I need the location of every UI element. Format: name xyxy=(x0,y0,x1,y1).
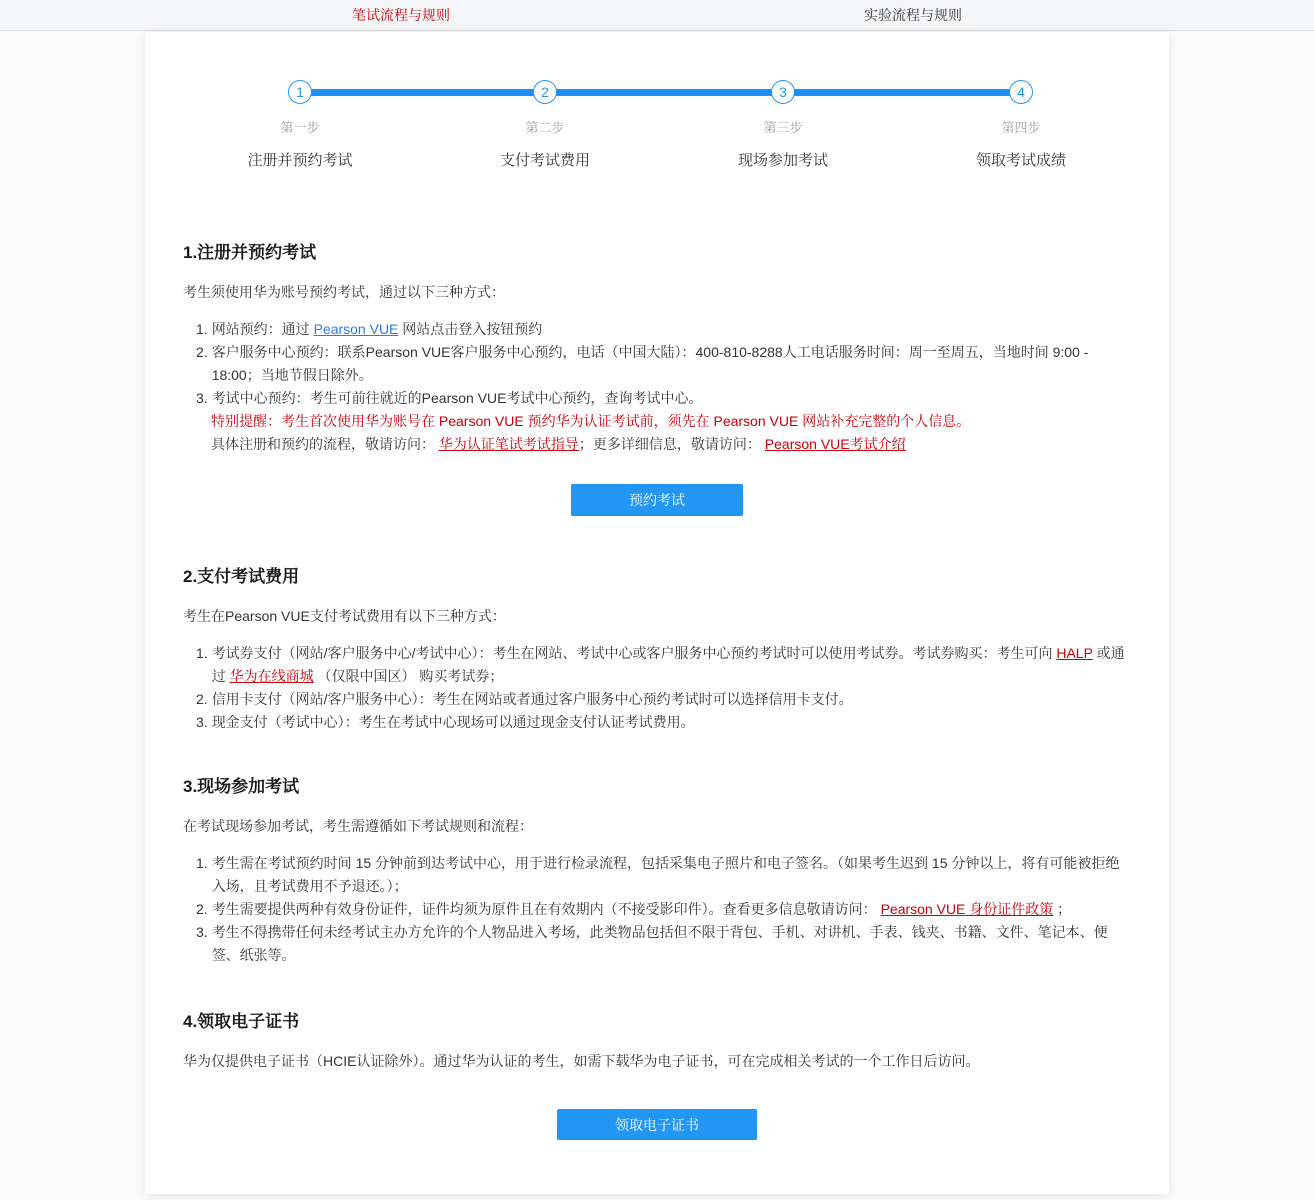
section-get-e-certificate xyxy=(183,1007,1131,1140)
list-item-text xyxy=(212,642,1131,688)
list-item-text xyxy=(212,318,1131,341)
list-item-text xyxy=(212,711,1131,734)
step-4-sublabel: 第四步 xyxy=(1001,120,1041,135)
top-tab-bar xyxy=(0,0,1314,31)
list-item-number: 3. xyxy=(196,390,208,406)
list-item xyxy=(183,921,1131,967)
get-e-certificate-button[interactable]: 领取电子证书 xyxy=(557,1109,757,1140)
step-1 xyxy=(200,80,400,170)
section-3-heading: 3.现场参加考试 xyxy=(183,777,300,796)
section-1-list xyxy=(183,318,1131,410)
text-segment: 考试中心预约：考生可前往就近的Pearson VUE考试中心预约，查询考试中心。 xyxy=(211,390,703,406)
step-2-title: 支付考试费用 xyxy=(499,152,590,169)
step-2-circle: 2 xyxy=(533,80,557,104)
text-segment: 信用卡支付（网站/客户服务中心）：考生在网站或者通过客户服务中心预约考试时可以选择信用卡支付。 xyxy=(211,691,853,707)
pearson-vue-id-policy-link[interactable]: Pearson VUE 身份证件政策 xyxy=(880,901,1054,917)
section-3-intro: 在考试现场参加考试，考生需遵循如下考试规则和流程： xyxy=(183,818,533,834)
step-3 xyxy=(683,80,883,170)
list-item xyxy=(183,387,1131,410)
list-item-number: 3. xyxy=(196,924,208,940)
section-3-list xyxy=(183,852,1131,967)
list-item-number: 1. xyxy=(196,321,208,337)
list-item-text xyxy=(212,921,1131,967)
section-4-paragraph: 华为仅提供电子证书（HCIE认证除外）。通过华为认证的考生，如需下载华为电子证书，可在完成相关考试的一个工作日后访问。 xyxy=(183,1053,980,1069)
step-4-title: 领取考试成绩 xyxy=(975,152,1066,169)
list-item xyxy=(183,688,1131,711)
section-attend-exam-onsite xyxy=(183,772,1131,967)
halp-link[interactable]: HALP xyxy=(1056,645,1093,661)
text-segment: ； xyxy=(1053,901,1072,917)
text-segment: 考生需在考试预约时间 15 分钟前到达考试中心，用于进行检录流程，包括采集电子照片和电子签名。（如果考生迟到 15 分钟以上，将有可能被拒绝入场，且考试费用不予退还。）； xyxy=(211,855,1120,894)
step-4 xyxy=(921,80,1121,170)
section-pay-exam-fee xyxy=(183,562,1131,734)
list-item xyxy=(183,341,1131,387)
text-segment: 网站预约：通过 xyxy=(211,321,314,337)
list-item-text xyxy=(212,852,1131,898)
huawei-online-store-link[interactable]: 华为在线商城 xyxy=(229,668,314,684)
progress-stepper xyxy=(183,80,1131,216)
special-reminder-note xyxy=(183,410,1131,433)
text-segment: （仅限中国区） 购买考试券； xyxy=(313,668,504,684)
list-item-text xyxy=(212,341,1131,387)
list-item-number: 2. xyxy=(196,344,208,360)
text-segment: ；更多详细信息，敬请访问： xyxy=(578,436,765,452)
section-1-intro: 考生须使用华为账号预约考试，通过以下三种方式： xyxy=(183,284,505,300)
section-2-list xyxy=(183,642,1131,734)
text-segment: 考生需要提供两种有效身份证件，证件均须为原件且在有效期内（不接受影印件）。查看更多信息敬请访问： xyxy=(211,901,881,917)
stepper-connector-line xyxy=(300,89,1021,96)
step-2-sublabel: 第二步 xyxy=(525,120,565,135)
content-card xyxy=(145,32,1169,1194)
pearson-vue-intro-link[interactable]: Pearson VUE考试介绍 xyxy=(764,436,906,452)
list-item-text xyxy=(212,387,1131,410)
section-2-intro: 考生在Pearson VUE支付考试费用有以下三种方式： xyxy=(183,608,506,624)
text-segment: 或通过 xyxy=(211,645,1125,684)
text-segment: 网站点击登入按钮预约 xyxy=(398,321,543,337)
list-item-number: 2. xyxy=(196,691,208,707)
list-item-number: 2. xyxy=(196,901,208,917)
registration-guide-note xyxy=(183,433,1131,456)
book-exam-button[interactable]: 预约考试 xyxy=(571,484,743,516)
step-4-circle: 4 xyxy=(1009,80,1033,104)
step-3-sublabel: 第三步 xyxy=(763,120,803,135)
list-item xyxy=(183,318,1131,341)
text-segment: 考试券支付（网站/客户服务中心/考试中心）：考生在网站、考试中心或客户服务中心预约考试时可以使用考试券。考试券购买：考生可向 xyxy=(211,645,1057,661)
step-2 xyxy=(445,80,645,170)
list-item xyxy=(183,642,1131,688)
step-1-circle: 1 xyxy=(288,80,312,104)
text-segment: 具体注册和预约的流程，敬请访问： xyxy=(211,436,439,452)
list-item-number: 1. xyxy=(196,855,208,871)
step-3-title: 现场参加考试 xyxy=(737,152,828,169)
section-register-and-book xyxy=(183,238,1131,516)
list-item-number: 1. xyxy=(196,645,208,661)
step-1-title: 注册并预约考试 xyxy=(247,152,353,169)
text-segment: 客户服务中心预约：联系Pearson VUE客户服务中心预约，电话（中国大陆）：400-810-8288人工电话服务时间：周一至周五，当地时间 9:00 - 18:00；当地节假日除外。 xyxy=(211,344,1089,383)
list-item-number: 3. xyxy=(196,714,208,730)
step-3-circle: 3 xyxy=(771,80,795,104)
section-2-heading: 2.支付考试费用 xyxy=(183,567,300,586)
section-4-heading: 4.领取电子证书 xyxy=(183,1012,300,1031)
list-item xyxy=(183,852,1131,898)
list-item xyxy=(183,711,1131,734)
text-segment: 考生不得携带任何未经考试主办方允许的个人物品进入考场，此类物品包括但不限于背包、手机、对讲机、手表、钱夹、书籍、文件、笔记本、便签、纸张等。 xyxy=(211,924,1108,963)
list-item-text xyxy=(212,898,1131,921)
list-item-text xyxy=(212,688,1131,711)
list-item xyxy=(183,898,1131,921)
step-1-sublabel: 第一步 xyxy=(280,120,320,135)
written-exam-guide-link[interactable]: 华为认证笔试考试指导 xyxy=(438,436,579,452)
text-segment: 特别提醒：考生首次使用华为账号在 Pearson VUE 预约华为认证考试前，须先在 Pearson VUE 网站补充完整的个人信息。 xyxy=(211,413,971,429)
text-segment: 现金支付（考试中心）：考生在考试中心现场可以通过现金支付认证考试费用。 xyxy=(211,714,695,730)
tab-written-exam-process[interactable]: 笔试流程与规则 xyxy=(352,7,450,23)
tab-lab-exam-process[interactable]: 实验流程与规则 xyxy=(864,7,962,23)
section-1-heading: 1.注册并预约考试 xyxy=(183,243,317,262)
pearson-vue-link[interactable]: Pearson VUE xyxy=(313,321,399,337)
